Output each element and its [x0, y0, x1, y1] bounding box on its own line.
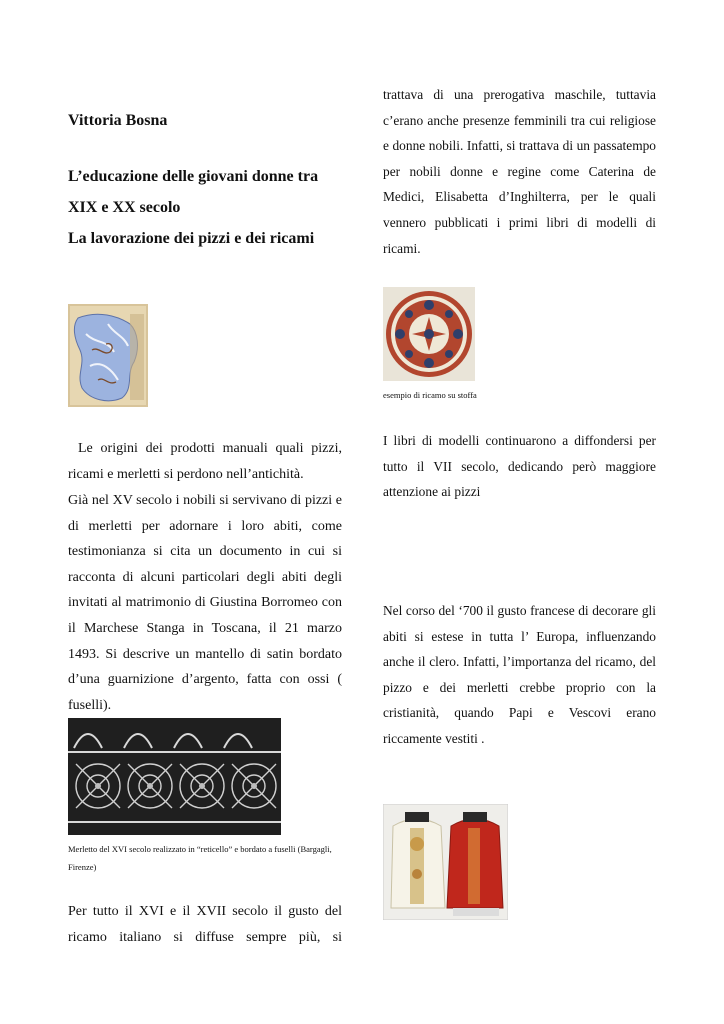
embroidered-medallion-image — [383, 287, 475, 381]
vestments-photograph — [383, 804, 508, 920]
pattern-books-paragraph: I libri di modelli continuarono a diffondersi per tutto il VII secolo, dedicando però maggiore attenzione ai pizzi — [383, 433, 656, 500]
intro-paragraph: Le origini dei prodotti manuali quali pizzi, ricami e merletti si perdono nell’antichità. — [68, 441, 342, 482]
author-name: Vittoria Bosna — [68, 112, 168, 129]
sixteenth-century-paragraph: Per tutto il XVI e il XVII secolo il gusto del ricamo italiano si diffuse sempre più, si — [68, 904, 342, 945]
article-title — [68, 161, 342, 254]
title-line-1: L’educazione delle giovani donne tra — [68, 168, 319, 185]
continuation-paragraph: trattava di una prerogativa maschile, tuttavia c’erano anche presenze femminili tra cui religiose e donne nobili. Infatti, si trattava di un passatempo per nobili donne e regine come Caterina de Medici, Elisabetta d’Inghilterra, per le quali vennero pubblicati i primi libri di modelli di ricami. — [383, 87, 656, 256]
lace-caption: Merletto del XVI secolo realizzato in “reticello” e bordato a fuselli (Bargagli, Firenze) — [68, 844, 332, 872]
lace-photograph — [68, 718, 281, 835]
fifteenth-century-paragraph: Già nel XV secolo i nobili si servivano di pizzi e di merletti per adornare i loro abiti, come testimonianza si cita un documento in cui si racconta di alcuni particolari degli abiti degli invitati al matrimonio di Giustina Borromeo con il Marchese Stanga in Toscana, il 21 marzo 1493. Si descrive un mantello di satin bordato d’una guarnizione d’argento, fatta con ossi ( fuselli). — [68, 493, 342, 713]
title-line-2: XIX e XX secolo — [68, 199, 181, 216]
eighteenth-century-paragraph: Nel corso del ‘700 il gusto francese di decorare gli abiti si estese in tutta l’ Europa, influenzando anche il clero. Infatti, l’importanza del ricamo, del pizzo e dei merletti crebbe proprio con la cristianità, quando Papi e Vescovi erano riccamente vestiti . — [383, 603, 656, 746]
title-line-3: La lavorazione dei pizzi e dei ricami — [68, 230, 315, 247]
embroidery-thumbnail-image — [68, 304, 148, 407]
medallion-caption: esempio di ricamo su stoffa — [383, 390, 477, 400]
